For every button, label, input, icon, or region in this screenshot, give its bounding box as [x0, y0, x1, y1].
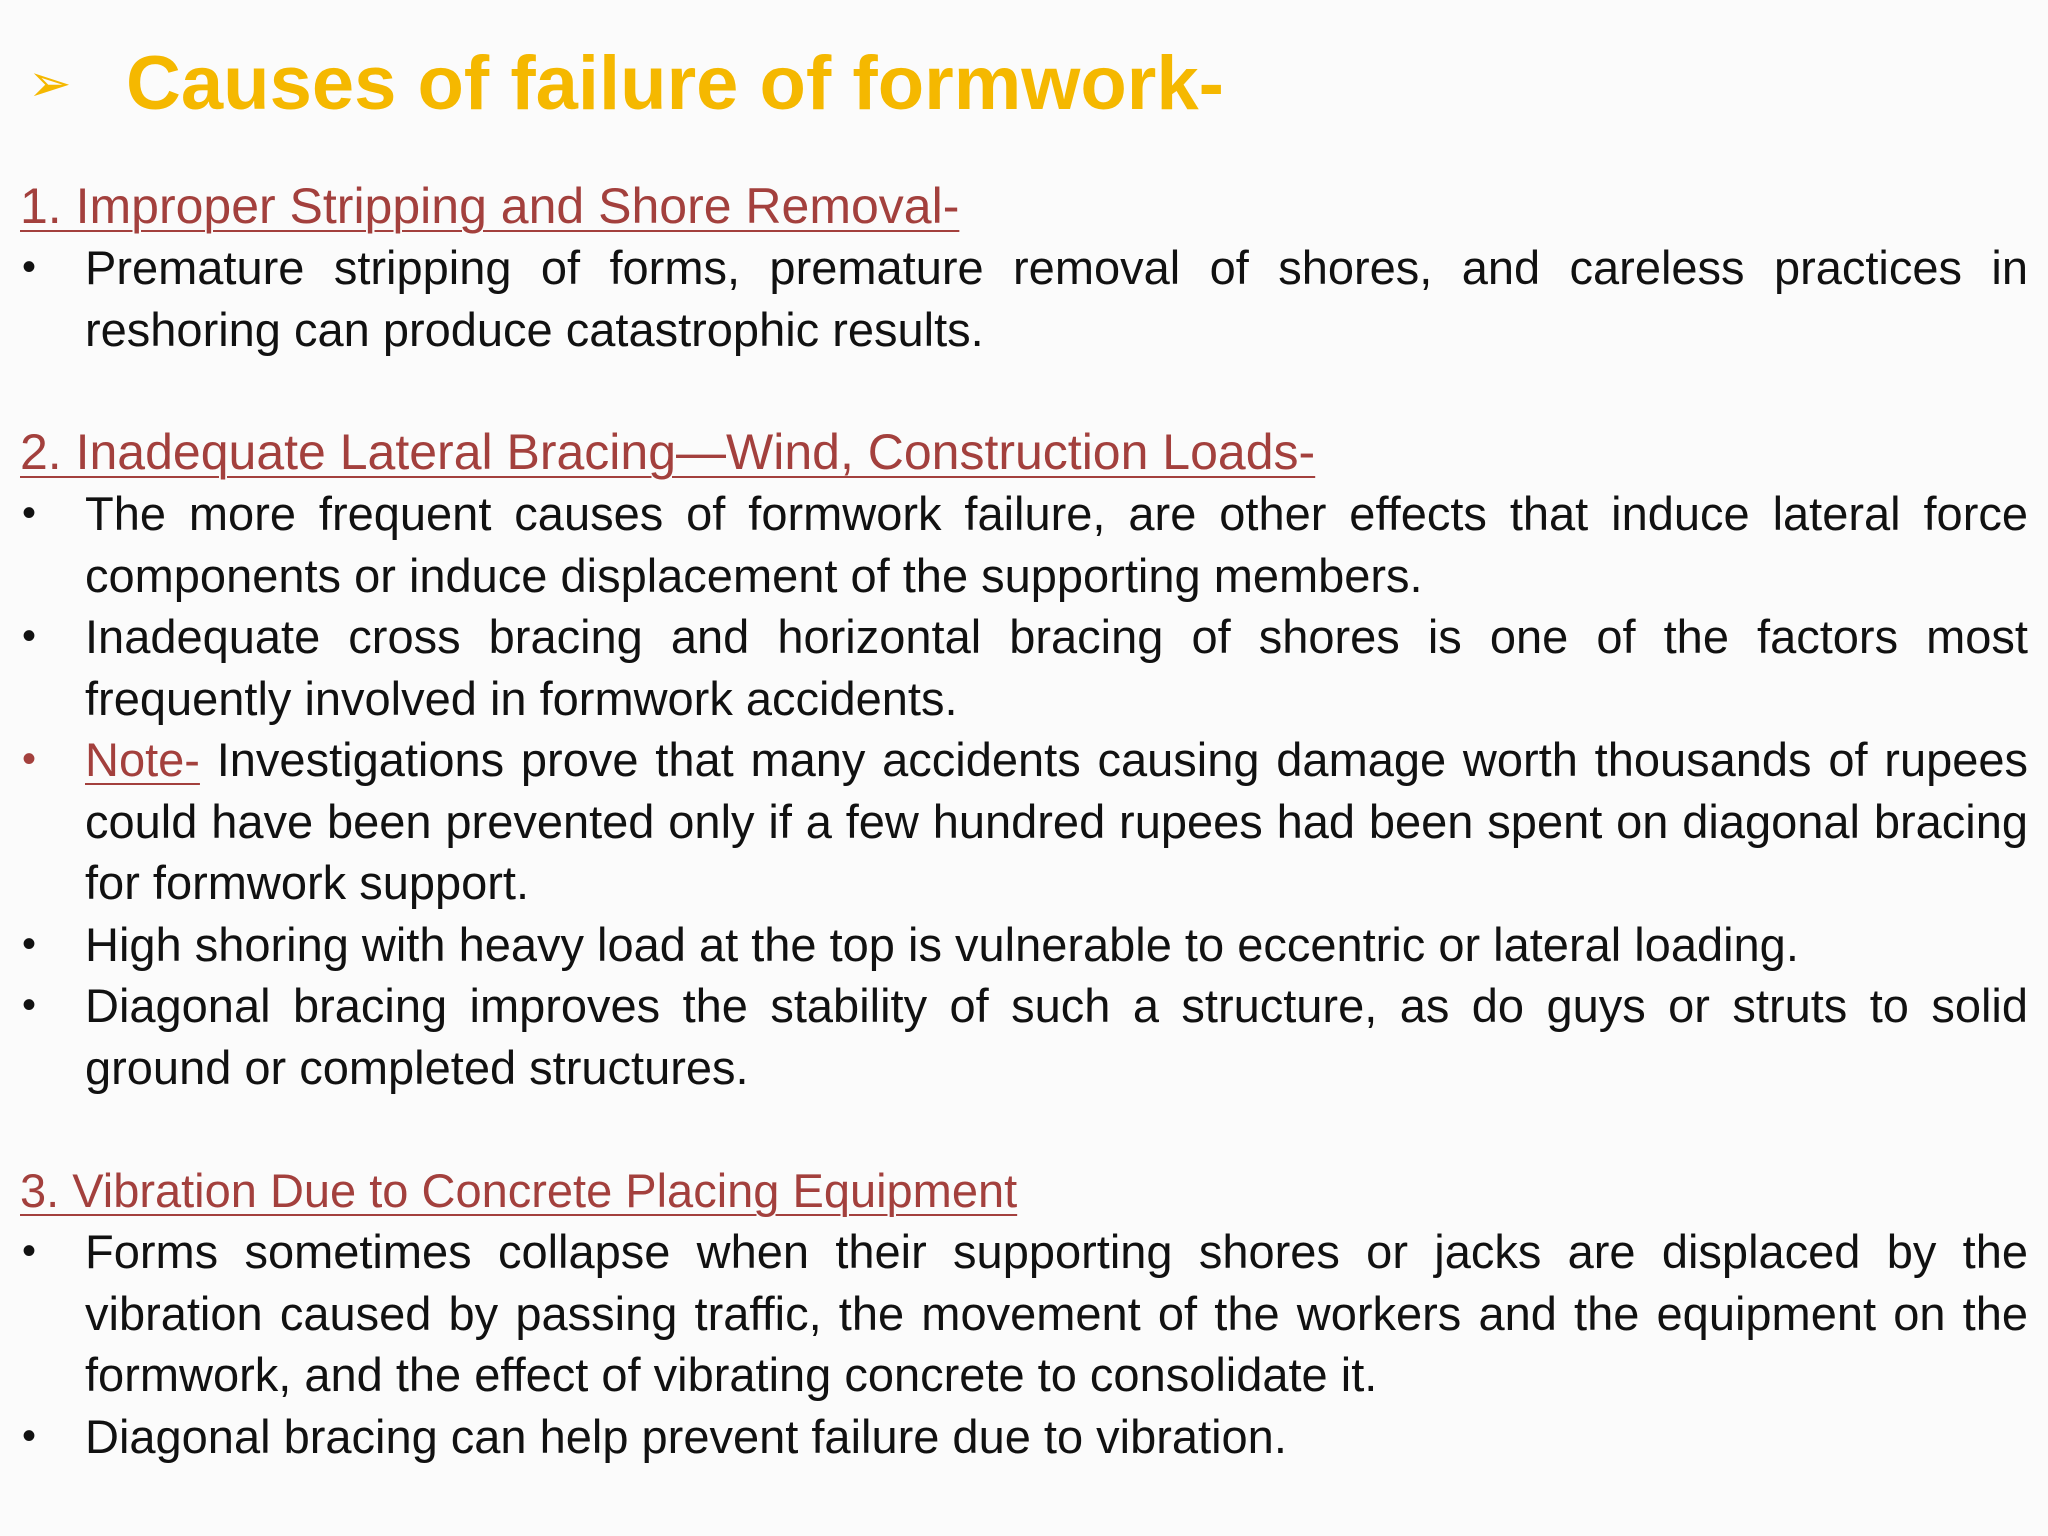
bullet-text: Inadequate cross bracing and horizontal bracing of shores is one of the factors most frequently involved in formwork accidents. — [85, 610, 2028, 725]
list-item — [20, 975, 2028, 1098]
note-label: Note- — [85, 733, 200, 786]
section-improper-stripping — [20, 176, 2028, 360]
list-item — [20, 1221, 2028, 1406]
section-heading: 1. Improper Stripping and Shore Removal- — [20, 178, 960, 234]
title-text: Causes of failure of formwork- — [126, 41, 1224, 126]
bullet-icon: • — [22, 1413, 37, 1458]
bullet-icon: • — [22, 737, 37, 781]
bullet-list — [20, 1221, 2028, 1467]
section-vibration — [20, 1160, 2028, 1467]
bullet-text: High shoring with heavy load at the top is vulnerable to eccentric or lateral loading. — [85, 917, 1799, 971]
section-lateral-bracing — [20, 422, 2028, 1098]
section-heading: 3. Vibration Due to Concrete Placing Equipment — [20, 1164, 1018, 1217]
list-item — [20, 1406, 2028, 1468]
list-item — [20, 237, 2028, 360]
slide-title — [20, 34, 2028, 134]
bullet-text: Investigations prove that many accidents causing damage worth thousands of rupees could have been prevented only if a few hundred rupees had been spent on diagonal bracing for formwork support. — [85, 733, 2029, 909]
list-item — [20, 606, 2028, 729]
bullet-list — [20, 483, 2028, 1098]
arrow-bullet-icon: ➢ — [28, 55, 72, 113]
bullet-text: Diagonal bracing improves the stability of such a structure, as do guys or struts to solid ground or completed structures. — [85, 979, 2028, 1094]
section-heading: 2. Inadequate Lateral Bracing—Wind, Construction Loads- — [20, 424, 1316, 480]
bullet-icon: • — [22, 1229, 37, 1273]
list-item-note — [20, 729, 2028, 914]
list-item — [20, 483, 2028, 606]
bullet-icon: • — [22, 245, 37, 289]
bullet-text: Forms sometimes collapse when their supporting shores or jacks are displaced by the vibration caused by passing traffic, the movement of the workers and the equipment on the formwork, and the effect of vibrating concrete to consolidate it. — [85, 1225, 2028, 1401]
bullet-icon: • — [22, 491, 37, 535]
bullet-icon: • — [22, 614, 37, 658]
bullet-icon: • — [22, 983, 37, 1027]
bullet-list — [20, 237, 2028, 360]
bullet-text: The more frequent causes of formwork failure, are other effects that induce lateral force components or induce displacement of the supporting members. — [85, 487, 2028, 602]
bullet-text: Premature stripping of forms, premature removal of shores, and careless practices in reshoring can produce catastrophic results. — [85, 241, 2028, 356]
list-item — [20, 914, 2028, 976]
bullet-icon: • — [22, 921, 37, 966]
bullet-text: Diagonal bracing can help prevent failure due to vibration. — [85, 1409, 1287, 1463]
